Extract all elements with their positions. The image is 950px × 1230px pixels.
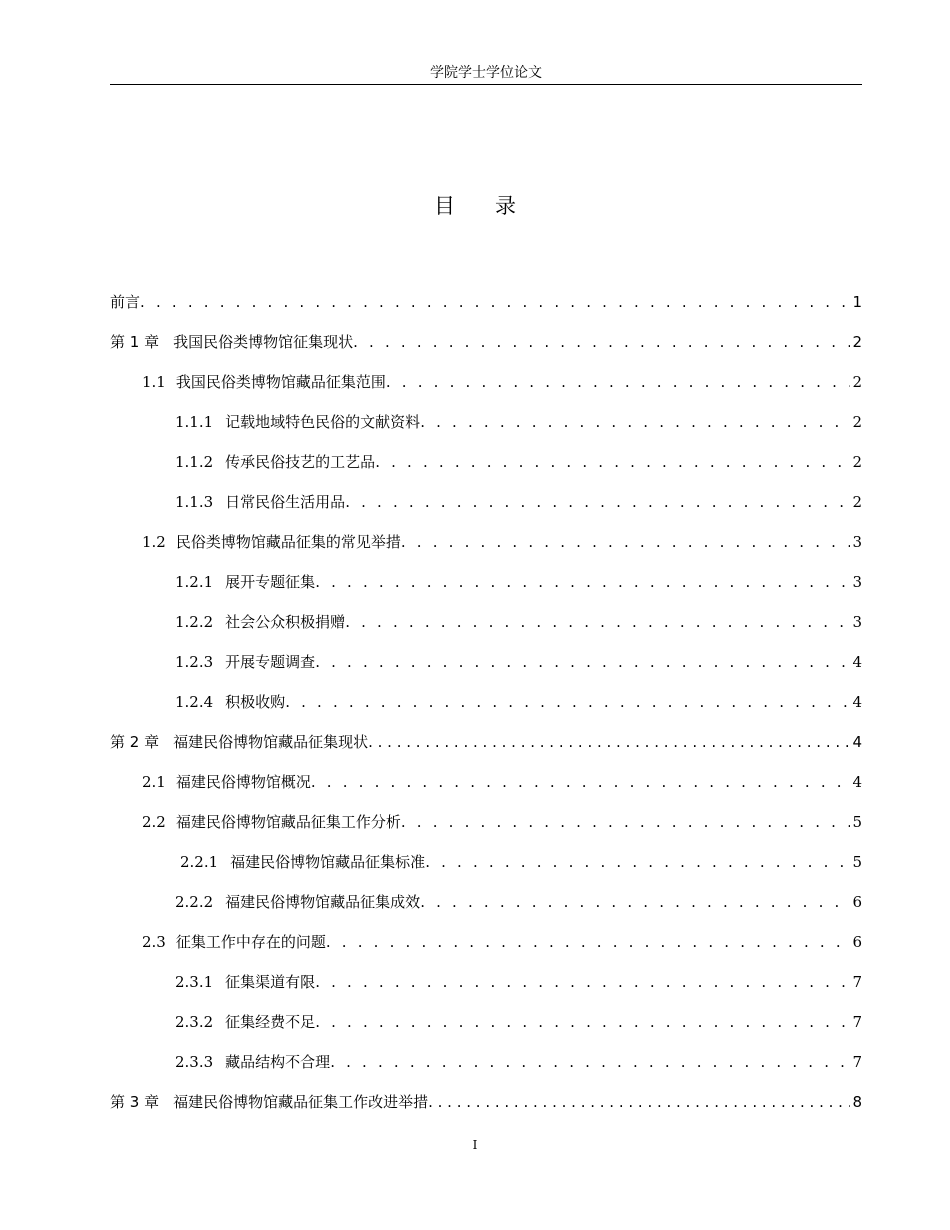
toc-entry-2-3[interactable] [142,928,862,952]
toc-entry-text: 福建民俗博物馆藏品征集标准 [230,853,426,871]
toc-entry-number: 2.2.2 [175,893,214,911]
toc-entry-page: 2 [852,373,862,391]
toc-entry-2-1[interactable] [142,768,862,792]
toc-entry-number: 2.3 [142,933,166,951]
toc-entry-text: 福建民俗博物馆藏品征集工作分析 [175,813,401,831]
toc-leader-dots [330,1052,850,1072]
toc-entry-chapter-1[interactable] [110,328,862,352]
toc-entry-text: 民俗类博物馆藏品征集的常见举措 [175,533,401,551]
toc-entry-text: 积极收购 [225,693,286,711]
running-header: 学院学士学位论文 [430,65,542,81]
toc-entry-1-2-2[interactable] [175,608,862,632]
toc-leader-dots [428,1092,850,1112]
toc-entry-page: 7 [852,973,862,991]
toc-leader-dots [345,492,850,512]
toc-entry-number: 1.2 [142,533,166,551]
toc-entry-number: 1.2.3 [175,653,214,671]
toc-entry-text: 福建民俗博物馆概况 [175,773,311,791]
toc-entry-2-2[interactable] [142,808,862,832]
toc-entry-number: 1.1.1 [175,413,214,431]
toc-entry-number: 1.1.3 [175,493,214,511]
toc-entry-1-1[interactable] [142,368,862,392]
toc-leader-dots [315,572,850,592]
toc-entry-number: 第 1 章 [110,333,160,351]
page-number: I [472,1138,478,1152]
toc-entry-page: 3 [852,573,862,591]
toc-entry-text: 前言 [110,293,141,311]
toc-entry-2-3-1[interactable] [175,968,862,992]
toc-entry-2-3-3[interactable] [175,1048,862,1072]
toc-entry-text: 征集经费不足 [225,1013,316,1031]
toc-entry-text: 福建民俗博物馆藏品征集成效 [225,893,421,911]
toc-entry-2-2-1[interactable] [180,848,862,872]
toc-entry-1-1-1[interactable] [175,408,862,432]
toc-entry-page: 5 [852,853,862,871]
toc-entry-text: 福建民俗博物馆藏品征集现状 [173,733,369,751]
toc-leader-dots [375,452,850,472]
toc-leader-dots [315,972,850,992]
toc-entry-1-2[interactable] [142,528,862,552]
toc-leader-dots [315,652,850,672]
toc-entry-number: 2.3.3 [175,1053,214,1071]
toc-entry-page: 4 [852,773,862,791]
toc-entry-page: 7 [852,1013,862,1031]
toc-entry-page: 7 [852,1053,862,1071]
toc-entry-text: 福建民俗博物馆藏品征集工作改进举措 [173,1093,429,1111]
toc-entry-page: 3 [852,533,862,551]
toc-entry-text: 展开专题征集 [225,573,316,591]
toc-leader-dots [386,372,851,392]
toc-entry-number: 2.3.1 [175,973,214,991]
toc-leader-dots [140,292,850,312]
toc-entry-text: 社会公众积极捐赠 [225,613,346,631]
toc-entry-page: 4 [852,733,862,751]
toc-leader-dots [420,892,850,912]
toc-entry-chapter-2[interactable] [110,728,862,752]
toc-entry-number: 2.3.2 [175,1013,214,1031]
toc-entry-1-1-3[interactable] [175,488,862,512]
toc-leader-dots [353,332,850,352]
toc-leader-dots [420,412,850,432]
toc-entry-1-1-2[interactable] [175,448,862,472]
toc-entry-number: 第 2 章 [110,733,160,751]
toc-leader-dots [315,1012,850,1032]
toc-leader-dots [401,812,851,832]
toc-entry-preface[interactable] [110,288,862,312]
toc-entry-text: 开展专题调查 [225,653,316,671]
toc-entry-text: 传承民俗技艺的工艺品 [225,453,376,471]
toc-entry-number: 1.1 [142,373,166,391]
toc-entry-2-2-2[interactable] [175,888,862,912]
toc-leader-dots [326,932,851,952]
toc-leader-dots [345,612,850,632]
toc-entry-page: 3 [852,613,862,631]
toc-entry-page: 2 [852,413,862,431]
toc-entry-page: 2 [852,493,862,511]
toc-entry-number: 2.1 [142,773,166,791]
toc-leader-dots [368,732,850,752]
toc-leader-dots [311,772,851,792]
toc-entry-number: 1.2.4 [175,693,214,711]
toc-entry-text: 我国民俗类博物馆藏品征集范围 [175,373,386,391]
toc-entry-text: 我国民俗类博物馆征集现状 [173,333,354,351]
toc-title: 目录 [434,194,556,218]
toc-entry-text: 征集渠道有限 [225,973,316,991]
header-rule [110,84,862,85]
toc-entry-1-2-4[interactable] [175,688,862,712]
toc-entry-text: 征集工作中存在的问题 [175,933,326,951]
toc-entry-page: 4 [852,693,862,711]
toc-entry-number: 第 3 章 [110,1093,160,1111]
toc-entry-text: 日常民俗生活用品 [225,493,346,511]
toc-entry-page: 5 [852,813,862,831]
toc-entry-chapter-3[interactable] [110,1088,862,1112]
toc-entry-number: 1.2.2 [175,613,214,631]
toc-entry-1-2-1[interactable] [175,568,862,592]
toc-entry-page: 6 [852,893,862,911]
toc-entry-number: 2.2 [142,813,166,831]
toc-entry-number: 1.2.1 [175,573,214,591]
toc-entry-page: 6 [852,933,862,951]
toc-entry-page: 1 [852,293,862,311]
toc-entry-1-2-3[interactable] [175,648,862,672]
toc-entry-number: 2.2.1 [180,853,219,871]
toc-leader-dots [285,692,850,712]
toc-entry-text: 藏品结构不合理 [225,1053,331,1071]
toc-entry-page: 2 [852,453,862,471]
toc-leader-dots [401,532,851,552]
toc-entry-page: 2 [852,333,862,351]
toc-leader-dots [425,852,850,872]
toc-entry-page: 8 [852,1093,862,1111]
toc-entry-page: 4 [852,653,862,671]
toc-entry-2-3-2[interactable] [175,1008,862,1032]
toc-entry-number: 1.1.2 [175,453,214,471]
toc-entry-text: 记载地域特色民俗的文献资料 [225,413,421,431]
